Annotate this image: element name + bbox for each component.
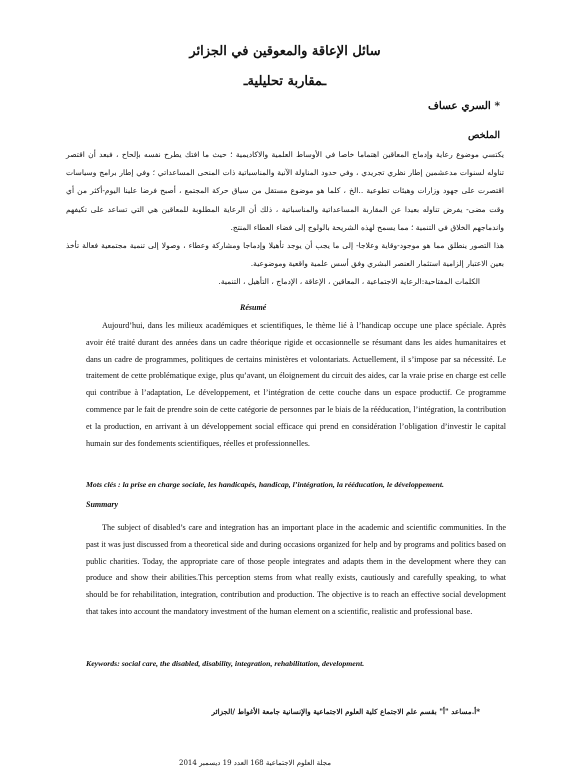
summary-heading: Summary	[86, 500, 119, 509]
author-name	[428, 100, 500, 112]
resume-heading: Résumé	[240, 303, 267, 312]
arabic-keywords: الكلمات المفتاحية:الرعاية الاجتماعية ، المعاقين ، الإعاقة ، الإدماج ، التأهيل ، التنمية.	[218, 277, 480, 286]
english-abstract-body	[86, 520, 506, 621]
arabic-abstract-body	[66, 146, 504, 273]
journal-footer: مجلة العلوم الاجتماعية 168 العدد 19 ديسمبر 2014	[179, 759, 331, 767]
english-keywords: Keywords: social care, the disabled, disability, integration, rehabilitation, development.	[86, 659, 365, 668]
french-keywords: Mots clés : la prise en charge sociale, les handicapés, handicap, l’intégration, la rééducation, le développement.	[86, 480, 444, 489]
paper-title: سائل الإعاقة والمعوقين في الجزائر	[189, 44, 381, 59]
author-label: السري عساف	[427, 100, 491, 112]
paper-subtitle: ـمقاربة تحليليةـ	[243, 74, 327, 89]
arabic-abstract-paragraph-2: هذا التصور ينطلق مما هو موجود-وقاية وعلاجا- إلى ما يجب أن يوجد تأهيلا وإدماجا ومشاركة وعطاء ، وصولا إلى تنمية مجتمعية فعالة تأخذ بعين الاعتبار إلزامية استثمار العنصر البشري وفق أسس علمية واقعية وموضوعية.	[66, 241, 504, 269]
author-mark: *	[494, 100, 500, 112]
arabic-abstract-heading: الملخص	[468, 130, 500, 141]
arabic-abstract-paragraph-1: يكتسي موضوع رعاية وإدماج المعاقين اهتماما خاصا في الأوساط العلمية والاكاديمية ؛ حيث ما افتك يطرح نفسه بإلحاح ، فبعد أن اقتصر تناوله لسنوات مدعشمين إطار نظري تجريدي ، وفي حدود المناولة الآنية والمناسباتية ذات المنحى المساعداتي ؛ وفي إطار برامج وسياسات اقتصرت على جهود وزارات وهيئات تطوعية ..الخ ، كلما هو موضوع مستقل من سياق حركة المجتمع ، أصبح فرضا علينا اليوم-أكثر من أي وقت مضى- يفرض تناوله بعيدا عن المقاربة المساعداتية والمناسباتية ، ذلك أن الرعاية المطلوبة للمعاقين هي التي تساعد على تكيفهم واندماجهم الخلاق في التنمية ؛ مما يسمح لهذه الشريحة بالولوج إلى فضاء العطاء المنتج.	[66, 150, 504, 232]
english-abstract-paragraph: The subject of disabled’s care and integration has an important place in the academic and scientific communities. In the past it was just discussed from a theoretical side and during occasions organized for help and by programs and politics based on public charities. Today, the appropriate care of those people integrates and adapts them in the development where they can produce and show their abilities.This perception stems from what really exists, cautiously and carefully speaking, to what should be for rehabilitation, integration, contribution and production. The objective is to reach an effective social development that takes into account the mandatory investment of the human element on a scientific, realistic and professional base.	[86, 523, 506, 616]
author-footnote: *أ.مساعد "أ" بقسم علم الاجتماع كلية العلوم الاجتماعية والإنسانية جامعة الأغواط /الجزائر	[211, 707, 480, 716]
french-abstract-paragraph: Aujourd’hui, dans les milieux académiques et scientifiques, le thème lié à l’handicap occupe une place spéciale. Après avoir été traité durant des années dans un cadre théorique rigide et occasionnelle se résumant dans les aides humanitaires et dans un cadre de programmes, politiques de certains ministères et volontariats. Actuellement, il s’impose par sa nécessité. Le traitement de cette problématique exige, plus qu’avant, un éloignement du circuit des aides, car la vraie prise en charge est celle qui contribue à l’adaptation, Le développement, et l’intégration de cette couche dans un espace productif. Ce programme commence par le fait de prendre soin de cette catégorie de personnes par le biais de la rééducation, l’intégration, la contribution et la production, en arrivant à un développement social efficace qui prend en considération l’obligation d’investir le capital humain sur des fondements scientifiques, réelles et professionnelles.	[86, 321, 506, 448]
french-abstract-body	[86, 318, 506, 452]
